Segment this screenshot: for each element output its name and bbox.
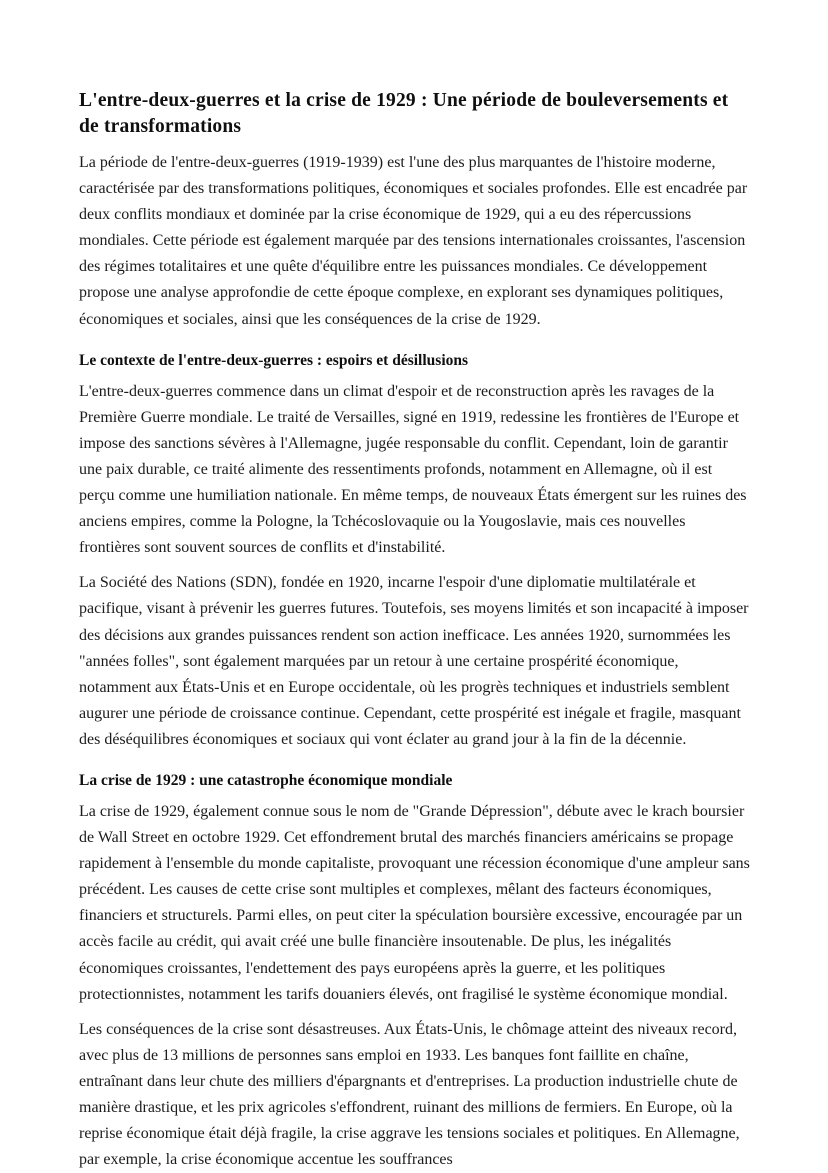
paragraph-contexte-1: L'entre-deux-guerres commence dans un climat d'espoir et de reconstruction après les ravages de la Première Guerre mondiale. Le traité de Versailles, signé en 1919, redessine les frontières de l'Europe et impose des sanctions sévères à l'Allemagne, jugée responsable du conflit. Cependant, loin de garantir une paix durable, ce traité alimente des ressentiments profonds, notamment en Allemagne, où il est perçu comme une humiliation nationale. En même temps, de nouveaux États émergent sur les ruines des anciens empires, comme la Pologne, la Tchécoslovaquie ou la Yougoslavie, mais ces nouvelles frontières sont souvent sources de conflits et d'instabilité. (79, 382, 747, 557)
section-heading-crise: La crise de 1929 : une catastrophe économique mondiale (79, 771, 453, 789)
paragraph-crise-1: La crise de 1929, également connue sous le nom de "Grande Dépression", débute avec le krach boursier de Wall Street en octobre 1929. Cet effondrement brutal des marchés financiers américains se propage rapidement à l'ensemble du monde capitaliste, provoquant une récession économique d'une ampleur sans précédent. Les causes de cette crise sont multiples et complexes, mêlant des facteurs économiques, financiers et structurels. Parmi elles, on peut citer la spéculation boursière excessive, encouragée par un accès facile au crédit, qui avait créé une bulle financière insoutenable. De plus, les inégalités économiques croissantes, l'endettement des pays européens après la guerre, et les politiques protectionnistes, notamment les tarifs douaniers élevés, ont fragilisé le système économique mondial. (79, 802, 750, 1003)
intro-paragraph: La période de l'entre-deux-guerres (1919-1939) est l'une des plus marquantes de l'histoire moderne, caractérisée par des transformations politiques, économiques et sociales profondes. Elle est encadrée par deux conflits mondiaux et dominée par la crise économique de 1929, qui a eu des répercussions mondiales. Cette période est également marquée par des tensions internationales croissantes, l'ascension des régimes totalitaires et une quête d'équilibre entre les puissances mondiales. Ce développement propose une analyse approfondie de cette époque complexe, en explorant ses dynamiques politiques, économiques et sociales, ainsi que les conséquences de la crise de 1929. (79, 154, 748, 328)
paragraph-contexte-2: La Société des Nations (SDN), fondée en 1920, incarne l'espoir d'une diplomatie multilatérale et pacifique, visant à prévenir les guerres futures. Toutefois, ses moyens limités et son incapacité à imposer des décisions aux grandes puissances rendent son action inefficace. Les années 1920, surnommées les "années folles", sont également marquées par un retour à une certaine prospérité économique, notamment aux États-Unis et en Europe occidentale, où les progrès techniques et industriels semblent augurer une période de croissance continue. Cependant, cette prospérité est inégale et fragile, masquant des déséquilibres économiques et sociaux qui vont éclater au grand jour à la fin de la décennie. (79, 574, 749, 748)
paragraph-crise-2: Les conséquences de la crise sont désastreuses. Aux États-Unis, le chômage atteint des niveaux record, avec plus de 13 millions de personnes sans emploi en 1933. Les banques font faillite en chaîne, entraînant dans leur chute des milliers d'épargnants et d'entreprises. La production industrielle chute de manière drastique, et les prix agricoles s'effondrent, ruinant des millions de fermiers. En Europe, où la reprise économique était déjà fragile, la crise aggrave les tensions sociales et politiques. En Allemagne, par exemple, la crise économique accentue les souffrances (79, 1020, 740, 1169)
section-heading-contexte: Le contexte de l'entre-deux-guerres : espoirs et désillusions (79, 351, 469, 369)
page-title: L'entre-deux-guerres et la crise de 1929 : Une période de bouleversements et de transformations (79, 90, 729, 137)
